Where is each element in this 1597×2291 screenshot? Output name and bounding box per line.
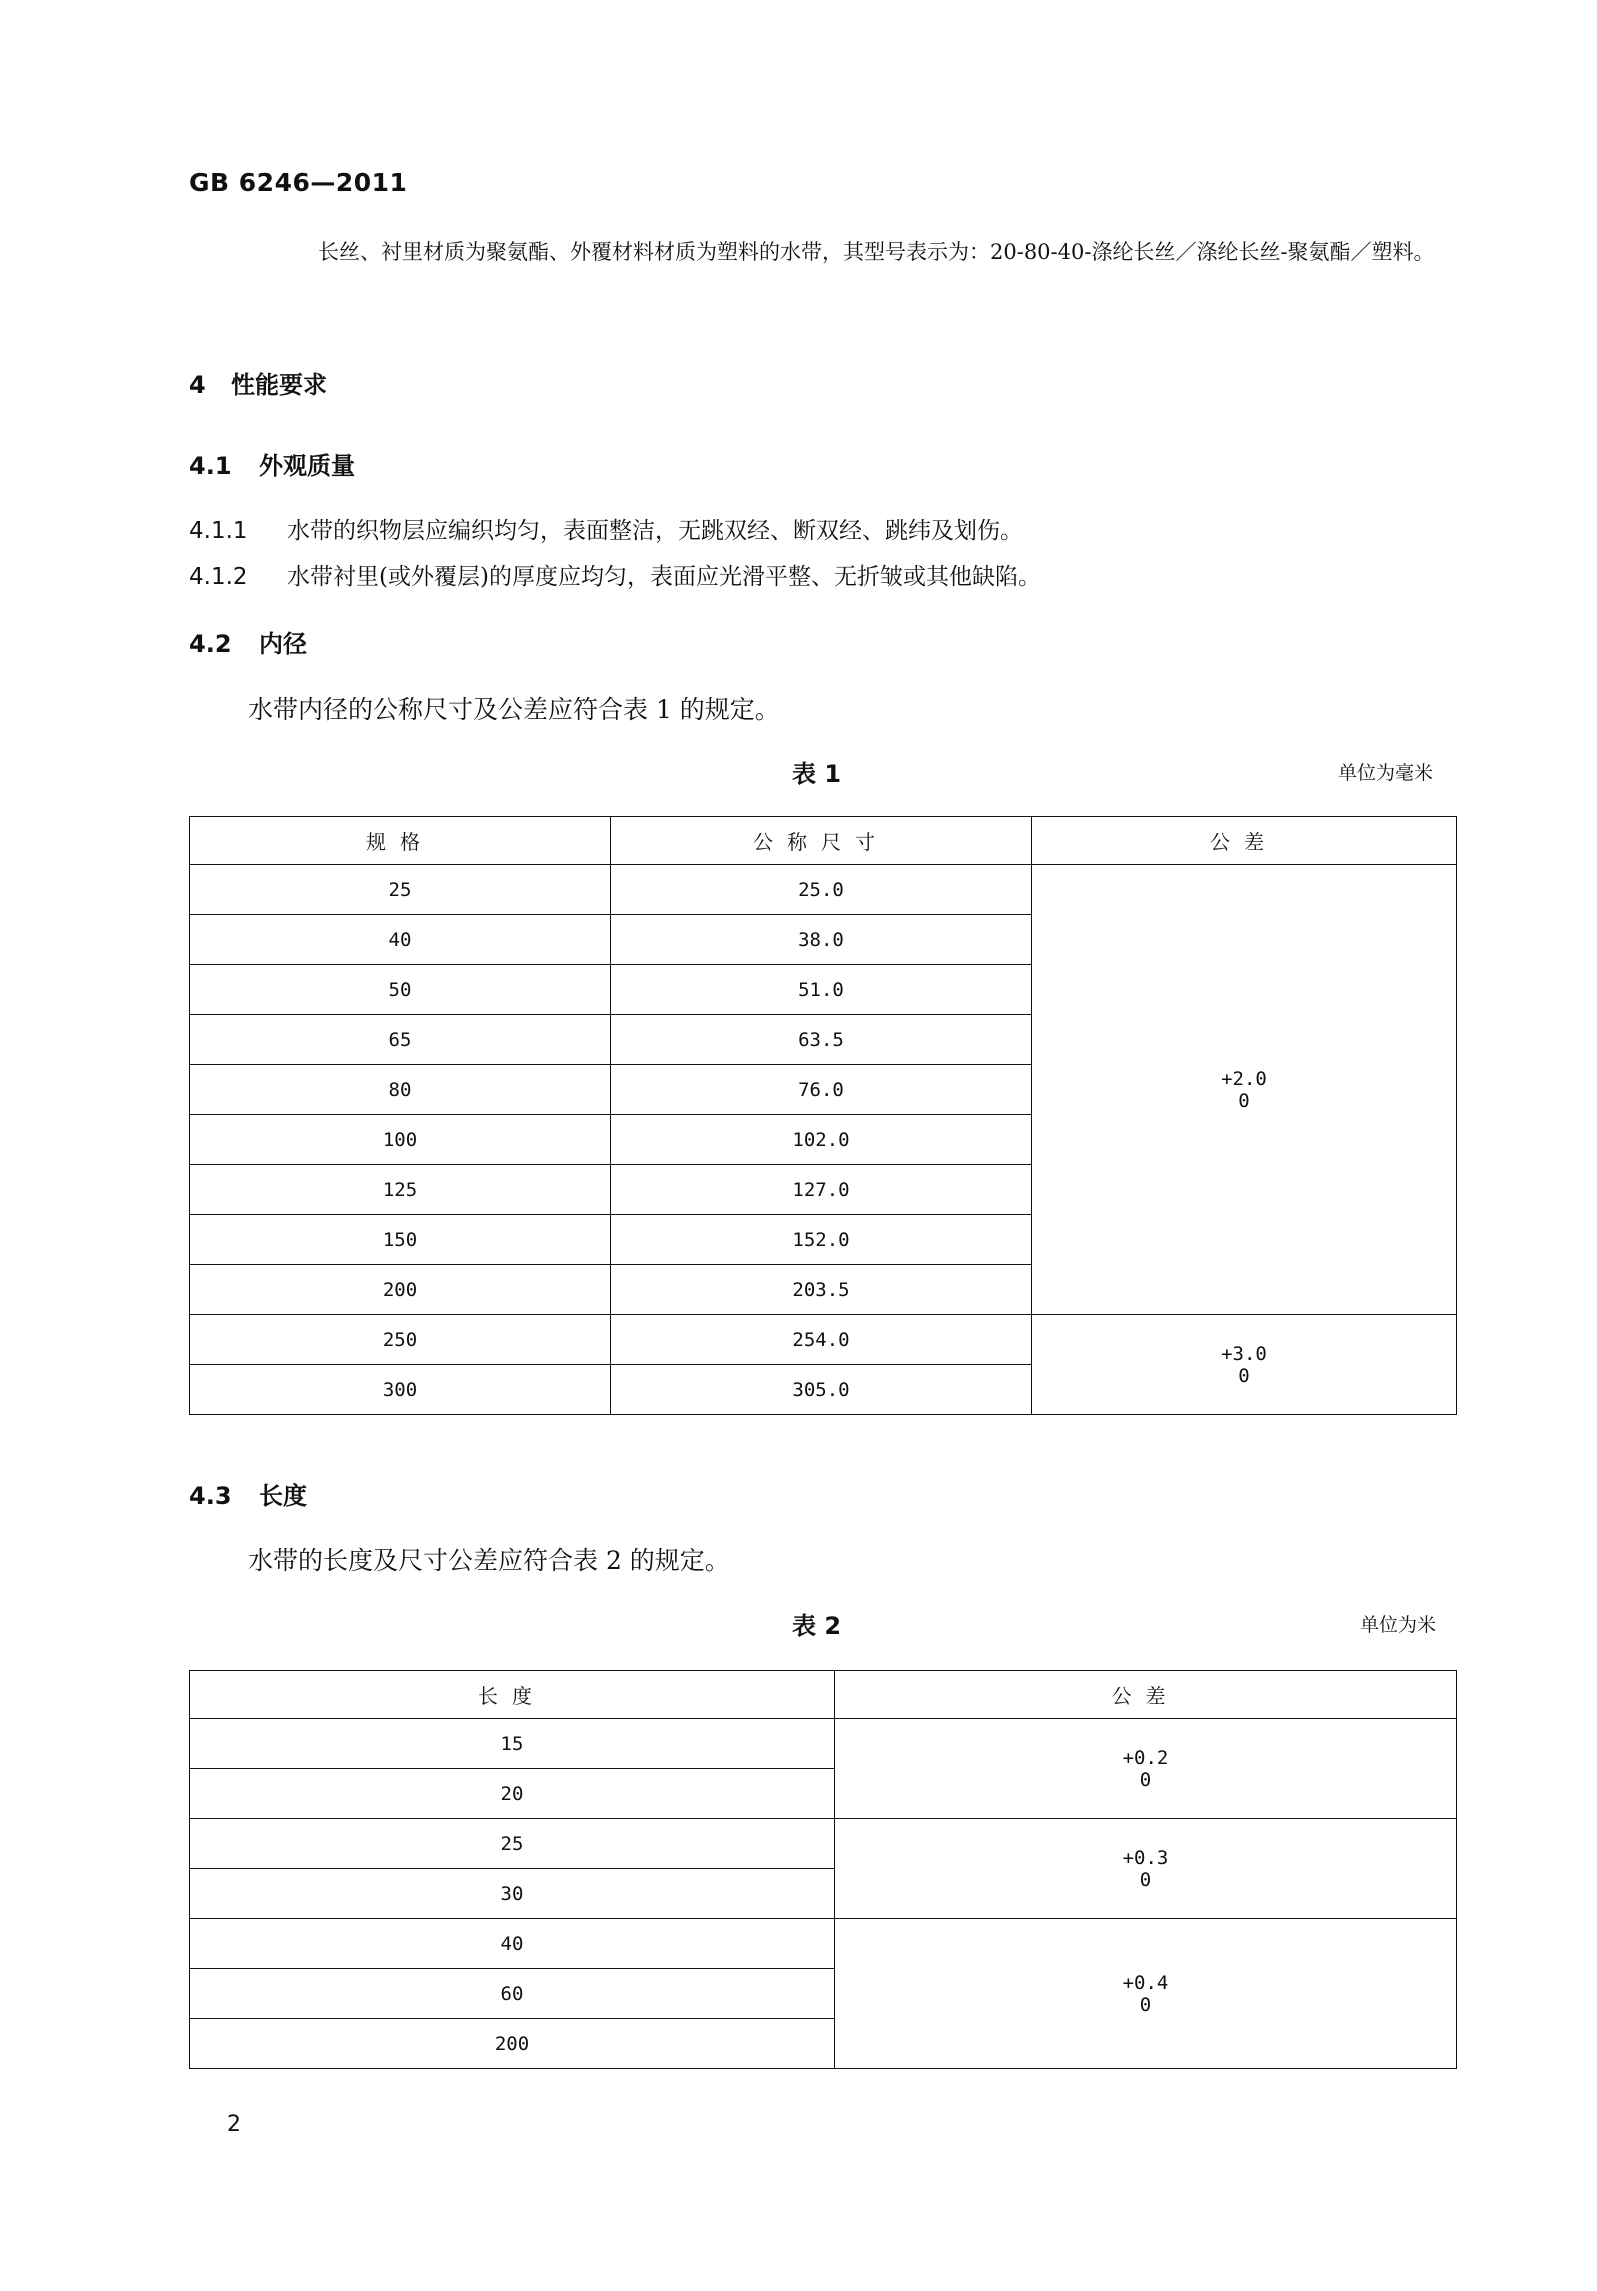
table-1: [189, 816, 1457, 1415]
section-title: 外观质量: [259, 452, 355, 480]
tol-lower: 0: [1139, 1993, 1152, 2016]
cell-spec: 65: [190, 1015, 611, 1065]
table-row: [190, 1315, 1457, 1365]
table-row: [190, 1819, 1457, 1869]
item-4-1-1: [189, 512, 1023, 545]
cell-spec: 80: [190, 1065, 611, 1115]
cell-tolerance: [1032, 1315, 1457, 1415]
cell-spec: 150: [190, 1215, 611, 1265]
cell-size: 51.0: [611, 965, 1032, 1015]
section-title: 性能要求: [231, 371, 327, 399]
item-number: 4.1.1: [189, 518, 248, 544]
section-4-2-text: 水带内径的公称尺寸及公差应符合表 1 的规定。: [248, 695, 780, 724]
cell-spec: 25: [190, 865, 611, 915]
table-row: [190, 1919, 1457, 1969]
section-4-2-heading: [189, 624, 307, 659]
tol-upper: +3.0: [1221, 1342, 1267, 1365]
item-text: 水带衬里(或外覆层)的厚度应均匀，表面应光滑平整、无折皱或其他缺陷。: [287, 564, 1041, 590]
table1-caption: 表 1: [792, 760, 842, 788]
cell-size: 127.0: [611, 1165, 1032, 1215]
item-text: 水带的织物层应编织均匀，表面整洁，无跳双经、断双经、跳纬及划伤。: [287, 518, 1023, 544]
cell-tolerance: [835, 1719, 1457, 1819]
table-row: [190, 865, 1457, 915]
cell-size: 25.0: [611, 865, 1032, 915]
table-header-row: [190, 1671, 1457, 1719]
cell-spec: 100: [190, 1115, 611, 1165]
header-tolerance: 公差: [1032, 817, 1457, 865]
item-4-1-2: [189, 558, 1041, 591]
table2-unit: 单位为米: [1360, 1614, 1437, 1636]
cell-spec: 200: [190, 1265, 611, 1315]
table-header-row: [190, 817, 1457, 865]
cell-tolerance: [835, 1819, 1457, 1919]
table1-unit: 单位为毫米: [1338, 762, 1434, 784]
cell-length: 15: [190, 1719, 835, 1769]
cell-tolerance: [835, 1919, 1457, 2069]
page-number: 2: [227, 2112, 241, 2137]
section-4-3-text: 水带的长度及尺寸公差应符合表 2 的规定。: [248, 1546, 730, 1575]
table2-caption: 表 2: [792, 1612, 842, 1640]
section-title: 长度: [259, 1482, 307, 1510]
section-title: 内径: [259, 630, 307, 658]
header-spec: 规格: [190, 817, 611, 865]
cell-spec: 300: [190, 1365, 611, 1415]
cell-size: 305.0: [611, 1365, 1032, 1415]
tol-lower: 0: [1139, 1768, 1152, 1791]
cell-size: 38.0: [611, 915, 1032, 965]
tol-lower: 0: [1139, 1868, 1152, 1891]
cell-length: 25: [190, 1819, 835, 1869]
cell-length: 200: [190, 2019, 835, 2069]
tol-upper: +0.4: [1122, 1971, 1169, 1994]
section-4-heading: [189, 365, 327, 400]
cell-spec: 40: [190, 915, 611, 965]
cell-size: 203.5: [611, 1265, 1032, 1315]
document-id: GB 6246—2011: [189, 168, 408, 197]
table-2: [189, 1670, 1457, 2069]
cell-length: 60: [190, 1969, 835, 2019]
cell-tolerance: [1032, 865, 1457, 1315]
header-nominal-size: 公称尺寸: [611, 817, 1032, 865]
tol-upper: +2.0: [1221, 1067, 1267, 1090]
intro-paragraph: 长丝、衬里材质为聚氨酯、外覆材料材质为塑料的水带，其型号表示为：20-80-40-涤纶长丝／涤纶长丝-聚氨酯／塑料。: [318, 240, 1435, 264]
table-row: [190, 1719, 1457, 1769]
cell-spec: 125: [190, 1165, 611, 1215]
cell-spec: 50: [190, 965, 611, 1015]
section-number: 4: [189, 371, 206, 399]
item-number: 4.1.2: [189, 564, 248, 590]
cell-size: 254.0: [611, 1315, 1032, 1365]
tol-upper: +0.2: [1122, 1746, 1169, 1769]
header-length: 长度: [190, 1671, 835, 1719]
section-number: 4.1: [189, 452, 232, 480]
cell-size: 76.0: [611, 1065, 1032, 1115]
section-4-1-heading: [189, 446, 355, 481]
cell-size: 102.0: [611, 1115, 1032, 1165]
tol-lower: 0: [1238, 1364, 1250, 1387]
cell-spec: 250: [190, 1315, 611, 1365]
cell-length: 40: [190, 1919, 835, 1969]
header-tolerance: 公差: [835, 1671, 1457, 1719]
cell-size: 152.0: [611, 1215, 1032, 1265]
tol-upper: +0.3: [1122, 1846, 1169, 1869]
cell-length: 30: [190, 1869, 835, 1919]
section-number: 4.2: [189, 630, 232, 658]
tol-lower: 0: [1238, 1089, 1250, 1112]
cell-length: 20: [190, 1769, 835, 1819]
section-4-3-heading: [189, 1476, 307, 1511]
cell-size: 63.5: [611, 1015, 1032, 1065]
section-number: 4.3: [189, 1482, 232, 1510]
